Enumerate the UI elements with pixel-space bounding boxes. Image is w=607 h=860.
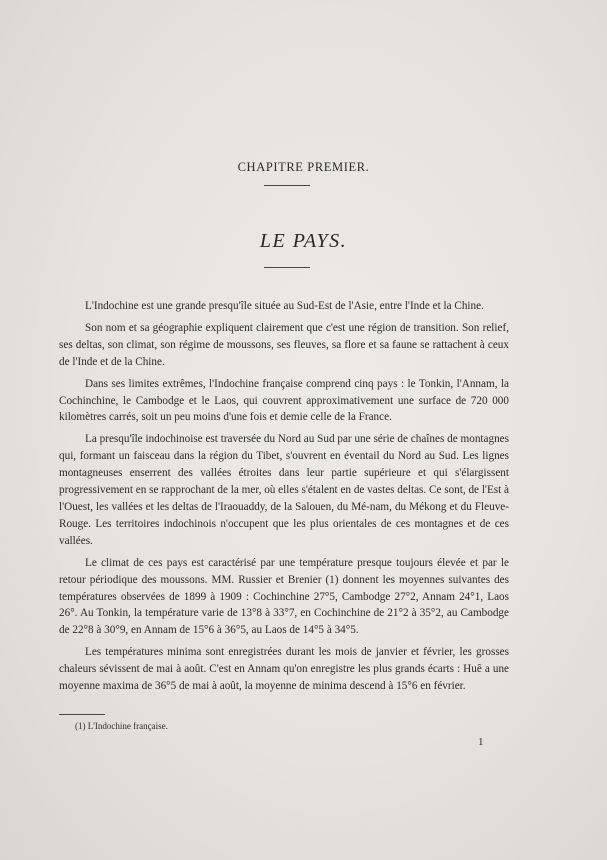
footnote: (1) L'Indochine française.: [75, 721, 168, 731]
chapter-heading: CHAPITRE PREMIER.: [237, 160, 370, 174]
paragraph: Le climat de ces pays est caractérisé par une température presque toujours élevée et par le retour périodique des moussons. MM. Russier et Brenier (1) donnent les moyennes suivantes des températures observées de 1899 à 1909 : Cochinchine 27°5, Cambodge 27°2, Annam 24°1, Laos 26°. Au Tonkin, la température varie de 13°8 à 33°7, en Cochinchine de 21°2 à 35°2, au Cambodge de 22°8 à 30°9, en Annam de 15°6 à 36°5, au Laos de 14°5 à 34°5.: [59, 556, 509, 637]
heading-divider: [264, 185, 310, 186]
paragraph: Son nom et sa géographie expliquent clairement que c'est une région de transition. Son relief, ses deltas, son climat, son régime de moussons, ses fleuves, sa flore et sa faune se rattachent à ceux de l'Inde et de la Chine.: [59, 321, 509, 368]
paragraph: Dans ses limites extrêmes, l'Indochine française comprend cinq pays : le Tonkin, l'Annam, la Cochinchine, le Cambodge et le Laos, qui couvrent approximativement une surface de 720 000 kilomètres carrés, soit un peu moins d'une fois et demie celle de la France.: [59, 377, 509, 424]
paragraph: La presqu'île indochinoise est traversée du Nord au Sud par une série de chaînes de montagnes qui, formant un faisceau dans la région du Tibet, s'ouvrent en éventail du Nord au Sud. Les lignes montagneuses enserrent des vallées étroites dans leur partie supérieure et qui s'élargissent progressivement en se rapprochant de la mer, où elles s'étalent en de vastes deltas. Ce sont, de l'Est à l'Ouest, les vallées et les deltas de l'Iraouaddy, de la Salouen, du Mé-nam, du Mékong et du Fleuve-Rouge. Les territoires indochinois n'occupent que les plus orientales de ces montagnes et de ces vallées.: [59, 433, 510, 547]
paragraph: Les températures minima sont enregistrées durant les mois de janvier et février, les grosses chaleurs sévissent de mai à août. C'est en Annam qu'on enregistre les plus grands écarts : Huê a une moyenne maxima de 36°5 de mai à août, la moyenne de minima descend à 15°6 en février.: [59, 646, 509, 693]
footnote-divider: [59, 714, 105, 715]
paragraph: L'Indochine est une grande presqu'île située au Sud-Est de l'Asie, entre l'Inde et la Chine.: [85, 300, 484, 312]
body-text: [59, 298, 509, 695]
title-divider: [264, 267, 310, 268]
page-number: 1: [478, 736, 484, 748]
chapter-title: LE PAYS.: [259, 230, 348, 252]
